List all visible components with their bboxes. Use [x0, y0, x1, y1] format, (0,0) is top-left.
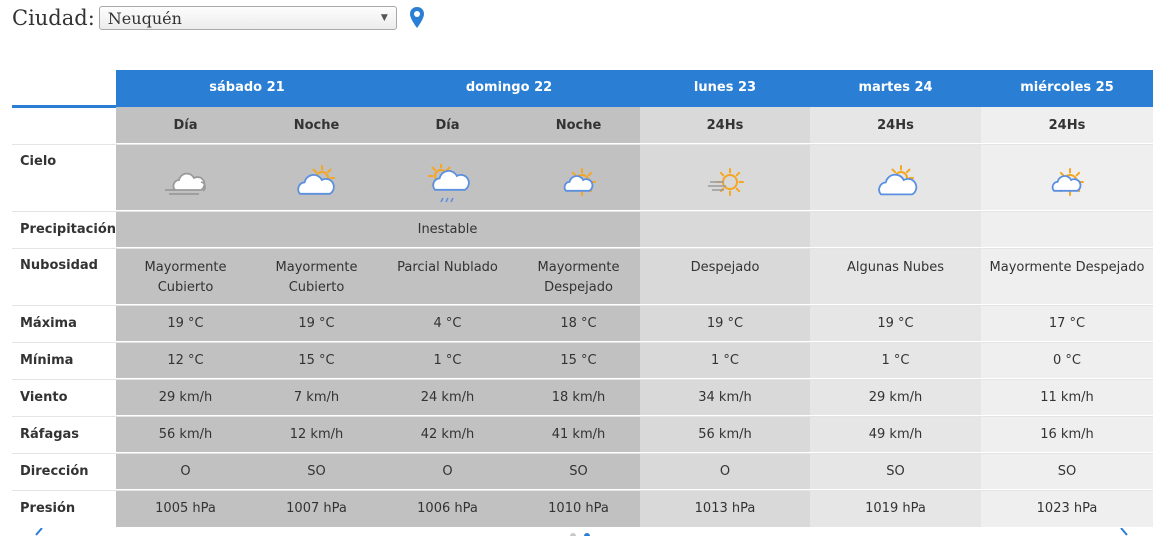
row-label: Ráfagas: [20, 426, 80, 442]
minima-value: 1 °C: [711, 352, 739, 368]
direction-row: [12, 453, 1153, 490]
sky-cell: [810, 144, 981, 210]
location-pin-icon[interactable]: [409, 6, 425, 30]
maxima-value: 19 °C: [706, 315, 744, 331]
period-label: 24Hs: [877, 117, 914, 133]
rafagas-value: 56 km/h: [158, 426, 213, 442]
row-label: Presión: [20, 501, 76, 516]
nubosidad-value: Mayormente Despejado: [989, 260, 1145, 275]
wind-row: [12, 379, 1153, 416]
sky-cell: [981, 144, 1153, 210]
row-label: Precipitación: [20, 221, 117, 237]
maxima-value: 19 °C: [877, 315, 914, 331]
precip-value: [810, 211, 981, 247]
viento-value: 29 km/h: [868, 389, 923, 405]
cloudiness-row: [12, 248, 1153, 305]
viento-value: 34 km/h: [698, 389, 752, 405]
period-row: [12, 107, 1153, 144]
maxima-value: 19 °C: [298, 315, 335, 331]
min-temp-row: [12, 342, 1153, 379]
presion-value: 1006 hPa: [417, 501, 478, 516]
day-header[interactable]: lunes 23: [693, 80, 757, 95]
rafagas-value: 16 km/h: [1040, 426, 1094, 442]
pager-dots-icon[interactable]: [565, 528, 595, 536]
sky-cell: [517, 144, 640, 210]
day-header[interactable]: domingo 22: [465, 80, 553, 95]
row-divider: [12, 144, 1153, 145]
row-divider: [12, 211, 1153, 212]
minima-value: 1 °C: [433, 352, 462, 368]
sun-behind-clouds-icon: [292, 164, 342, 204]
precip-value: [517, 211, 640, 247]
row-divider: [12, 416, 1153, 417]
row-divider: [12, 490, 1153, 491]
row-divider: [12, 453, 1153, 454]
rafagas-value: 56 km/h: [698, 426, 752, 442]
period-label: 24Hs: [1048, 117, 1086, 133]
viento-value: 7 km/h: [293, 389, 340, 405]
row-divider: [12, 305, 1153, 306]
viento-value: 18 km/h: [551, 389, 606, 405]
viento-value: 11 km/h: [1040, 389, 1094, 405]
minima-value: 12 °C: [167, 352, 204, 368]
direccion-value: O: [442, 463, 453, 479]
direccion-value: SO: [569, 463, 588, 479]
scroll-left-icon[interactable]: [30, 528, 50, 536]
day-header-row: [12, 70, 1153, 107]
row-divider: [12, 379, 1153, 380]
minima-value: 1 °C: [881, 352, 910, 368]
rafagas-value: 41 km/h: [551, 426, 606, 442]
sky-row: [12, 144, 1153, 211]
period-label: Día: [173, 117, 198, 133]
nubosidad-value: Mayormente Despejado: [537, 260, 620, 295]
precip-value: [116, 211, 255, 247]
precip-value: [640, 211, 810, 247]
precip-value: Inestable: [417, 221, 478, 237]
row-label: Dirección: [20, 463, 89, 479]
precipitation-row: [12, 211, 1153, 248]
presion-value: 1019 hPa: [865, 501, 926, 516]
direccion-value: O: [719, 463, 731, 479]
viento-value: 24 km/h: [420, 389, 475, 405]
direccion-value: SO: [307, 463, 326, 479]
cloudy-gray-icon: [161, 164, 211, 204]
city-label: Ciudad:: [12, 6, 95, 30]
nubosidad-value: Mayormente Cubierto: [275, 260, 358, 295]
gusts-row: [12, 416, 1153, 453]
rafagas-value: 12 km/h: [289, 426, 344, 442]
city-select-value: Neuquén: [107, 8, 182, 28]
maxima-value: 18 °C: [560, 315, 597, 331]
rafagas-value: 42 km/h: [420, 426, 475, 442]
presion-value: 1005 hPa: [155, 501, 216, 516]
sun-wind-icon: [700, 164, 750, 204]
row-divider: [12, 248, 1153, 249]
rafagas-value: 49 km/h: [868, 426, 923, 442]
day-header[interactable]: sábado 21: [209, 80, 285, 95]
direccion-value: SO: [886, 463, 905, 479]
period-label: 24Hs: [706, 117, 744, 133]
city-select[interactable]: [99, 6, 397, 30]
nubosidad-value: Mayormente Cubierto: [144, 260, 227, 295]
nubosidad-value: Despejado: [690, 260, 760, 275]
maxima-value: 17 °C: [1048, 315, 1086, 331]
day-header[interactable]: miércoles 25: [1020, 80, 1114, 95]
maxima-value: 4 °C: [433, 315, 462, 331]
sun-small-cloud-icon: [554, 164, 604, 204]
day-header[interactable]: martes 24: [858, 80, 933, 95]
sky-cell: [378, 144, 517, 210]
minima-value: 15 °C: [298, 352, 335, 368]
row-label: Máxima: [20, 315, 77, 331]
nubosidad-value: Parcial Nublado: [397, 260, 498, 275]
sky-cell: [116, 144, 255, 210]
precip-value: [981, 211, 1153, 247]
header-separator: [12, 106, 116, 108]
sun-cloud-drizzle-icon: [423, 164, 473, 204]
maxima-value: 19 °C: [167, 315, 204, 331]
row-label: Cielo: [20, 154, 57, 169]
city-selector-bar: [12, 4, 425, 32]
period-label: Día: [435, 117, 460, 133]
row-divider: [12, 342, 1153, 343]
period-label: Noche: [555, 117, 602, 133]
max-temp-row: [12, 305, 1153, 342]
presion-value: 1007 hPa: [286, 501, 347, 516]
sky-cell: [255, 144, 378, 210]
row-label: Mínima: [20, 352, 74, 368]
precip-value: [255, 211, 378, 247]
direccion-value: O: [180, 463, 191, 479]
period-label: Noche: [293, 117, 340, 133]
row-label: Viento: [20, 389, 68, 405]
chevron-down-icon: ▼: [380, 13, 388, 23]
presion-value: 1010 hPa: [548, 501, 609, 516]
viento-value: 29 km/h: [158, 389, 213, 405]
scroll-right-icon[interactable]: [1115, 528, 1135, 536]
minima-value: 15 °C: [560, 352, 597, 368]
pressure-row: [12, 490, 1153, 528]
sky-cell: [640, 144, 810, 210]
direccion-value: SO: [1057, 463, 1077, 479]
partly-cloudy-icon: [871, 164, 921, 204]
row-label: Nubosidad: [20, 258, 98, 273]
presion-value: 1013 hPa: [694, 501, 756, 516]
nubosidad-value: Algunas Nubes: [846, 260, 945, 275]
sun-small-cloud-icon: [1042, 164, 1092, 204]
minima-value: 0 °C: [1053, 352, 1081, 368]
presion-value: 1023 hPa: [1036, 501, 1098, 516]
